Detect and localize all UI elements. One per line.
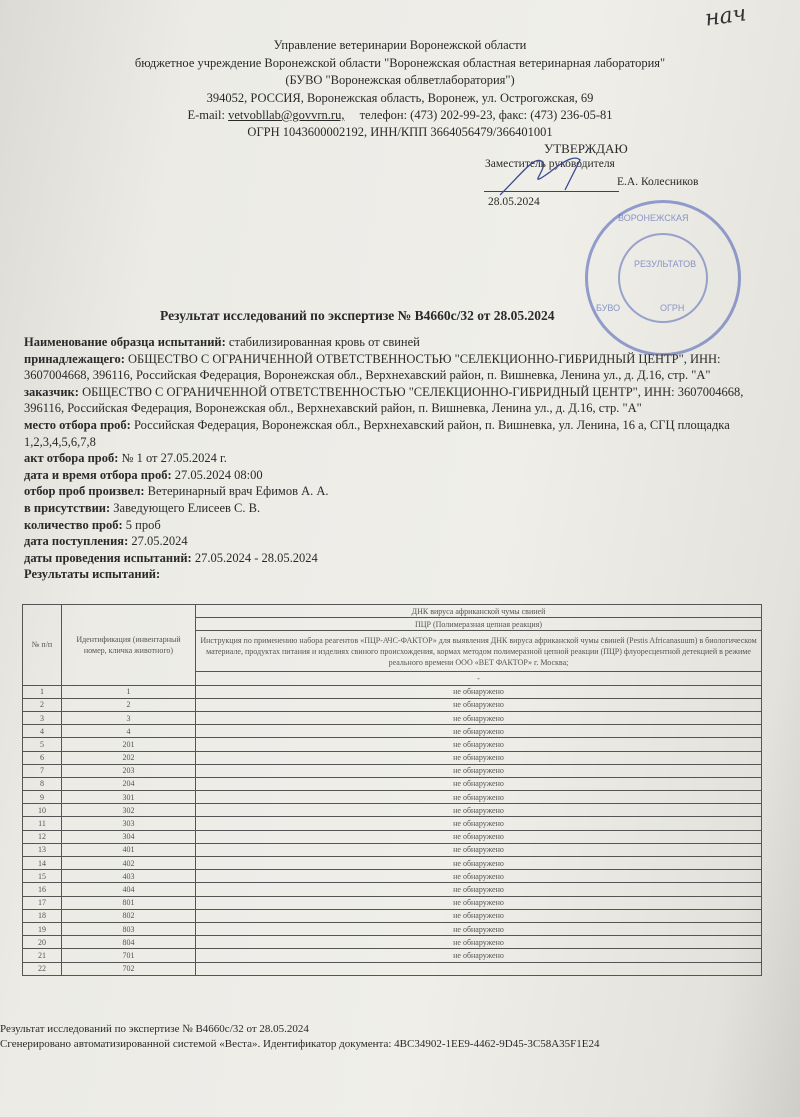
table-row — [23, 949, 762, 962]
field-value: 27.05.2024 08:00 — [171, 467, 263, 482]
row-id: 3 — [62, 711, 196, 724]
row-id: 803 — [62, 922, 196, 935]
col-header-method: ПЦР (Полимеразная цепная реакция) — [196, 618, 762, 631]
table-row — [23, 962, 762, 975]
row-result: не обнаружено — [196, 685, 762, 698]
row-id: 201 — [62, 738, 196, 751]
row-result: не обнаружено — [196, 698, 762, 711]
field-label: заказчик: — [24, 384, 79, 399]
field-value: 27.05.2024 — [128, 534, 188, 549]
table-row — [23, 725, 762, 738]
table-row — [23, 830, 762, 843]
table-row — [23, 883, 762, 896]
row-number: 11 — [23, 817, 62, 830]
row-number: 9 — [23, 791, 62, 804]
row-id: 802 — [62, 909, 196, 922]
table-row — [23, 909, 762, 922]
row-number: 20 — [23, 936, 62, 949]
field-value: стабилизированная кровь от свиней — [225, 335, 420, 349]
table-row — [23, 791, 762, 804]
field-value: 27.05.2024 - 28.05.2024 — [191, 550, 318, 565]
approval-name: Е.А. Колесников — [617, 176, 699, 188]
approval-position: Заместитель руководителя — [485, 158, 615, 170]
row-id: 804 — [62, 936, 196, 949]
col-header-analyte: ДНК вируса африканской чумы свиней — [196, 605, 762, 618]
email-label: E-mail: — [187, 108, 225, 122]
page-title: Результат исследований по экспертизе № В4660с/32 от 28.05.2024 — [160, 308, 555, 323]
col-header-id: Идентификация (инвентарный номер, кличка животного) — [62, 605, 196, 686]
row-number: 22 — [23, 962, 62, 975]
row-id: 202 — [62, 751, 196, 764]
row-number: 19 — [23, 922, 62, 935]
table-row — [23, 896, 762, 909]
col-header-number: № п/п — [23, 605, 62, 686]
row-result: не обнаружено — [196, 936, 762, 949]
handwritten-note: нач — [703, 1, 748, 32]
row-result: не обнаружено — [196, 909, 762, 922]
footer-line-2: Сгенерировано автоматизированной системой «Веста». Идентификатор документа: 4BC34902-1EE9-4462-9D45-3C58A35F1E24 — [0, 1038, 600, 1050]
row-result: не обнаружено — [196, 804, 762, 817]
row-id: 403 — [62, 870, 196, 883]
sample-details — [24, 334, 769, 583]
field-5 — [24, 467, 769, 484]
field-label: Результаты испытаний: — [24, 567, 161, 582]
field-9 — [24, 533, 769, 550]
field-7 — [24, 500, 769, 517]
row-number: 7 — [23, 764, 62, 777]
field-label: количество проб: — [24, 517, 123, 532]
field-6 — [24, 483, 769, 500]
row-number: 17 — [23, 896, 62, 909]
row-id: 404 — [62, 883, 196, 896]
field-value: Заведующего Елисеев С. В. — [110, 500, 261, 515]
row-result — [196, 962, 762, 975]
row-number: 10 — [23, 804, 62, 817]
field-value: ОБЩЕСТВО С ОГРАНИЧЕННОЙ ОТВЕТСТВЕННОСТЬЮ "СЕЛЕКЦИОННО-ГИБРИДНЫЙ ЦЕНТР", ИНН: 3607004668, 396116, Российская Федерация, Воронежская обл., Верхнехавский район, п. Вишневка, Ленина ул., д. Д.16, стр. "А" — [24, 351, 721, 383]
row-number: 8 — [23, 777, 62, 790]
row-number: 16 — [23, 883, 62, 896]
table-row — [23, 685, 762, 698]
header-line-1: Управление ветеринарии Воронежской области — [273, 38, 527, 52]
field-label: акт отбора проб: — [24, 451, 119, 466]
col-header-norm: - — [196, 672, 762, 685]
row-id: 303 — [62, 817, 196, 830]
row-result: не обнаружено — [196, 791, 762, 804]
table-row — [23, 738, 762, 751]
table-row — [23, 698, 762, 711]
email-link[interactable]: vetvobllab@govvrn.ru, — [228, 108, 345, 122]
row-result: не обнаружено — [196, 922, 762, 935]
row-id: 801 — [62, 896, 196, 909]
row-number: 13 — [23, 843, 62, 856]
row-id: 701 — [62, 949, 196, 962]
field-value: Российская Федерация, Воронежская обл., Верхнехавский район, п. Вишневка, ул. Ленина, 16 а, СГЦ площадка 1,2,3,4,5,6,7,8 — [24, 417, 730, 449]
row-result: не обнаружено — [196, 711, 762, 724]
field-8 — [24, 517, 769, 534]
field-10 — [24, 550, 769, 567]
row-result: не обнаружено — [196, 949, 762, 962]
field-value: Ветеринарный врач Ефимов А. А. — [144, 484, 329, 499]
field-0 — [24, 334, 769, 351]
table-row — [23, 764, 762, 777]
row-id: 304 — [62, 830, 196, 843]
row-id: 302 — [62, 804, 196, 817]
table-row — [23, 870, 762, 883]
field-value: № 1 от 27.05.2024 г. — [118, 451, 227, 466]
table-row — [23, 922, 762, 935]
row-id: 4 — [62, 725, 196, 738]
row-number: 14 — [23, 857, 62, 870]
field-label: принадлежащего: — [24, 351, 125, 366]
field-label: дата и время отбора проб: — [24, 467, 172, 482]
table-row — [23, 777, 762, 790]
row-result: не обнаружено — [196, 777, 762, 790]
header-line-3: (БУВО "Воронежская облветлаборатория") — [285, 73, 515, 87]
row-number: 3 — [23, 711, 62, 724]
row-id: 2 — [62, 698, 196, 711]
row-result: не обнаружено — [196, 830, 762, 843]
row-result: не обнаружено — [196, 896, 762, 909]
field-label: Наименование образца испытаний: — [24, 335, 226, 349]
field-3 — [24, 417, 769, 450]
field-1 — [24, 351, 769, 384]
row-result: не обнаружено — [196, 883, 762, 896]
signature-icon — [495, 150, 605, 200]
row-id: 301 — [62, 791, 196, 804]
field-4 — [24, 450, 769, 467]
header-ogrn: ОГРН 1043600002192, ИНН/КПП 3664056479/366401001 — [247, 125, 553, 139]
table-row — [23, 751, 762, 764]
header-address: 394052, РОССИЯ, Воронежская область, Воронеж, ул. Острогожская, 69 — [206, 91, 594, 105]
row-result: не обнаружено — [196, 857, 762, 870]
row-id: 401 — [62, 843, 196, 856]
field-value: ОБЩЕСТВО С ОГРАНИЧЕННОЙ ОТВЕТСТВЕННОСТЬЮ "СЕЛЕКЦИОННО-ГИБРИДНЫЙ ЦЕНТР", ИНН: 3607004668, 396116, Российская Федерация, Воронежская обл., Верхнехавский район, п. Вишневка, Ленина ул., д. Д.16, стр. "А" — [24, 384, 744, 416]
row-number: 21 — [23, 949, 62, 962]
field-label: даты проведения испытаний: — [24, 550, 192, 565]
row-id: 1 — [62, 685, 196, 698]
table-row — [23, 936, 762, 949]
row-id: 204 — [62, 777, 196, 790]
field-2 — [24, 384, 769, 417]
field-value: 5 проб — [122, 517, 161, 532]
table-row — [23, 817, 762, 830]
field-label: дата поступления: — [24, 534, 129, 549]
table-row — [23, 843, 762, 856]
stamp-icon: ВОРОНЕЖСКАЯ РЕЗУЛЬТАТОВ БУВО ОГРН — [585, 200, 741, 356]
results-table — [22, 604, 762, 976]
field-11 — [24, 566, 769, 583]
approval-date: 28.05.2024 — [488, 196, 540, 208]
row-number: 6 — [23, 751, 62, 764]
row-number: 2 — [23, 698, 62, 711]
row-id: 402 — [62, 857, 196, 870]
row-id: 203 — [62, 764, 196, 777]
row-id: 702 — [62, 962, 196, 975]
phones: телефон: (473) 202-99-23, факс: (473) 236-05-81 — [359, 108, 613, 122]
row-result: не обнаружено — [196, 817, 762, 830]
row-result: не обнаружено — [196, 751, 762, 764]
row-number: 15 — [23, 870, 62, 883]
table-row — [23, 711, 762, 724]
row-number: 12 — [23, 830, 62, 843]
row-number: 5 — [23, 738, 62, 751]
field-label: место отбора проб: — [24, 417, 131, 432]
row-result: не обнаружено — [196, 725, 762, 738]
row-result: не обнаружено — [196, 764, 762, 777]
col-header-instruction: Инструкция по применению набора реагентов «ПЦР-АЧС-ФАКТОР» для выявления ДНК вируса африканской чумы свиней (Pestis Africanasuum) в биологическом материале, продуктах питания и изделиях свиного происхождения, кормах методом полимеразной цепной реакции (ПЦР) флуоресцентной детекцией в режиме реального времени ООО «ВЕТ ФАКТОР» г. Москва; — [196, 631, 762, 672]
row-result: не обнаружено — [196, 738, 762, 751]
row-number: 18 — [23, 909, 62, 922]
table-row — [23, 857, 762, 870]
header-line-2: бюджетное учреждение Воронежской области "Воронежская областная ветеринарная лаборатория" — [134, 56, 666, 70]
row-number: 1 — [23, 685, 62, 698]
header-contacts — [0, 108, 800, 123]
table-row — [23, 804, 762, 817]
field-label: отбор проб произвел: — [24, 484, 145, 499]
footer-line-1: Результат исследований по экспертизе № В4660с/32 от 28.05.2024 — [0, 1023, 309, 1035]
row-number: 4 — [23, 725, 62, 738]
row-result: не обнаружено — [196, 843, 762, 856]
field-label: в присутствии: — [24, 500, 111, 515]
row-result: не обнаружено — [196, 870, 762, 883]
approval-title: УТВЕРЖДАЮ — [544, 141, 628, 156]
